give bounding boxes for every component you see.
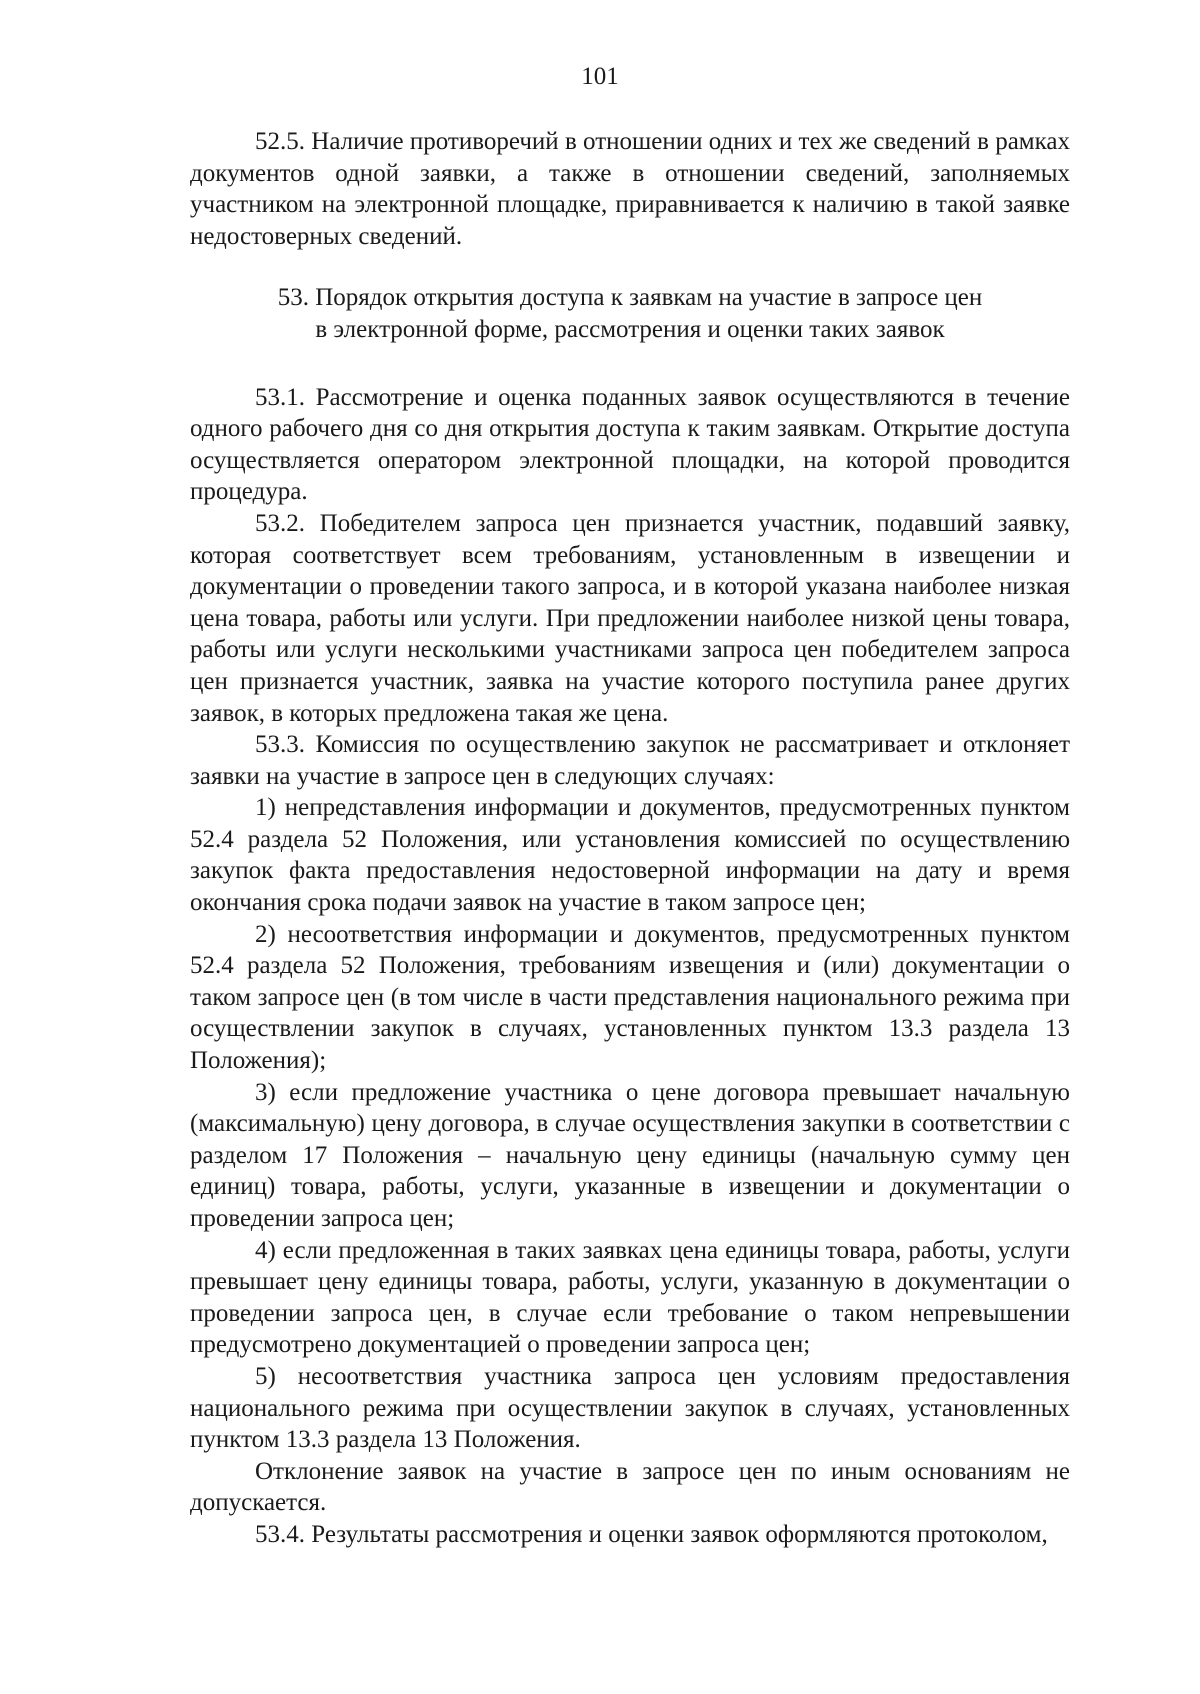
page-number: 101 (581, 63, 619, 90)
list-item-1: 1) непредставления информации и документов, предусмотренных пунктом 52.4 раздела 52 Положения, или установления комиссией по осуществлению закупок факта предоставления недостоверной информации на дату и время окончания срока подачи заявок на участие в таком запросе цен; (190, 794, 1070, 917)
paragraph-53-1: 53.1. Рассмотрение и оценка поданных заявок осуществляются в течение одного рабочего дня со дня открытия доступа к таким заявкам. Открытие доступа осуществляется оператором электронной площадки, на которой проводится процедура. (190, 383, 1070, 506)
section-heading-line-2: в электронной форме, рассмотрения и оценки таких заявок (315, 315, 945, 343)
paragraph-rejection-note: Отклонение заявок на участие в запросе цен по иным основаниям не допускается. (190, 1457, 1070, 1517)
document-body (190, 126, 1070, 1551)
list-item-3: 3) если предложение участника о цене договора превышает начальную (максимальную) цену договора, в случае осуществления закупки в соответствии с разделом 17 Положения – начальную цену единицы (начальную сумму цен единиц) товара, работы, услуги, указанные в извещении и документации о проведении запроса цен; (190, 1078, 1070, 1232)
section-heading-53 (190, 282, 1070, 345)
paragraph-53-3: 53.3. Комиссия по осуществлению закупок не рассматривает и отклоняет заявки на участие в запросе цен в следующих случаях: (190, 731, 1070, 790)
list-item-2: 2) несоответствия информации и документов, предусмотренных пунктом 52.4 раздела 52 Положения, требованиям извещения и (или) документации о таком запросе цен (в том числе в части представления национального режима при осуществлении закупок в случаях, установленных пунктом 13.3 раздела 13 Положения); (190, 920, 1070, 1075)
section-heading-line-1: 53. Порядок открытия доступа к заявкам на участие в запросе цен (277, 284, 983, 312)
paragraph-52-5: 52.5. Наличие противоречий в отношении одних и тех же сведений в рамках документов одной заявки, а также в отношении сведений, заполняемых участником на электронной площадке, приравнивается к наличию в такой заявке недостоверных сведений. (190, 128, 1070, 250)
paragraph-53-2: 53.2. Победителем запроса цен признается участник, подавший заявку, которая соответствует всем требованиям, установленным в извещении и документации о проведении такого запроса, и в которой указана наиболее низкая цена товара, работы или услуги. При предложении наиболее низкой цены товара, работы или услуги несколькими участниками запроса цен победителем запроса цен признается участник, заявка на участие которого поступила ранее других заявок, в которых предложена такая же цена. (190, 509, 1070, 727)
list-item-5: 5) несоответствия участника запроса цен условиям предоставления национального режима при осуществлении закупок в случаях, установленных пунктом 13.3 раздела 13 Положения. (190, 1362, 1070, 1454)
list-item-4: 4) если предложенная в таких заявках цена единицы товара, работы, услуги превышает цену единицы товара, работы, услуги, указанную в документации о проведении запроса цен, в случае если требование о таком непревышении предусмотрено документацией о проведении запроса цен; (190, 1236, 1070, 1359)
paragraph-53-4: 53.4. Результаты рассмотрения и оценки заявок оформляются протоколом, (255, 1520, 1048, 1548)
